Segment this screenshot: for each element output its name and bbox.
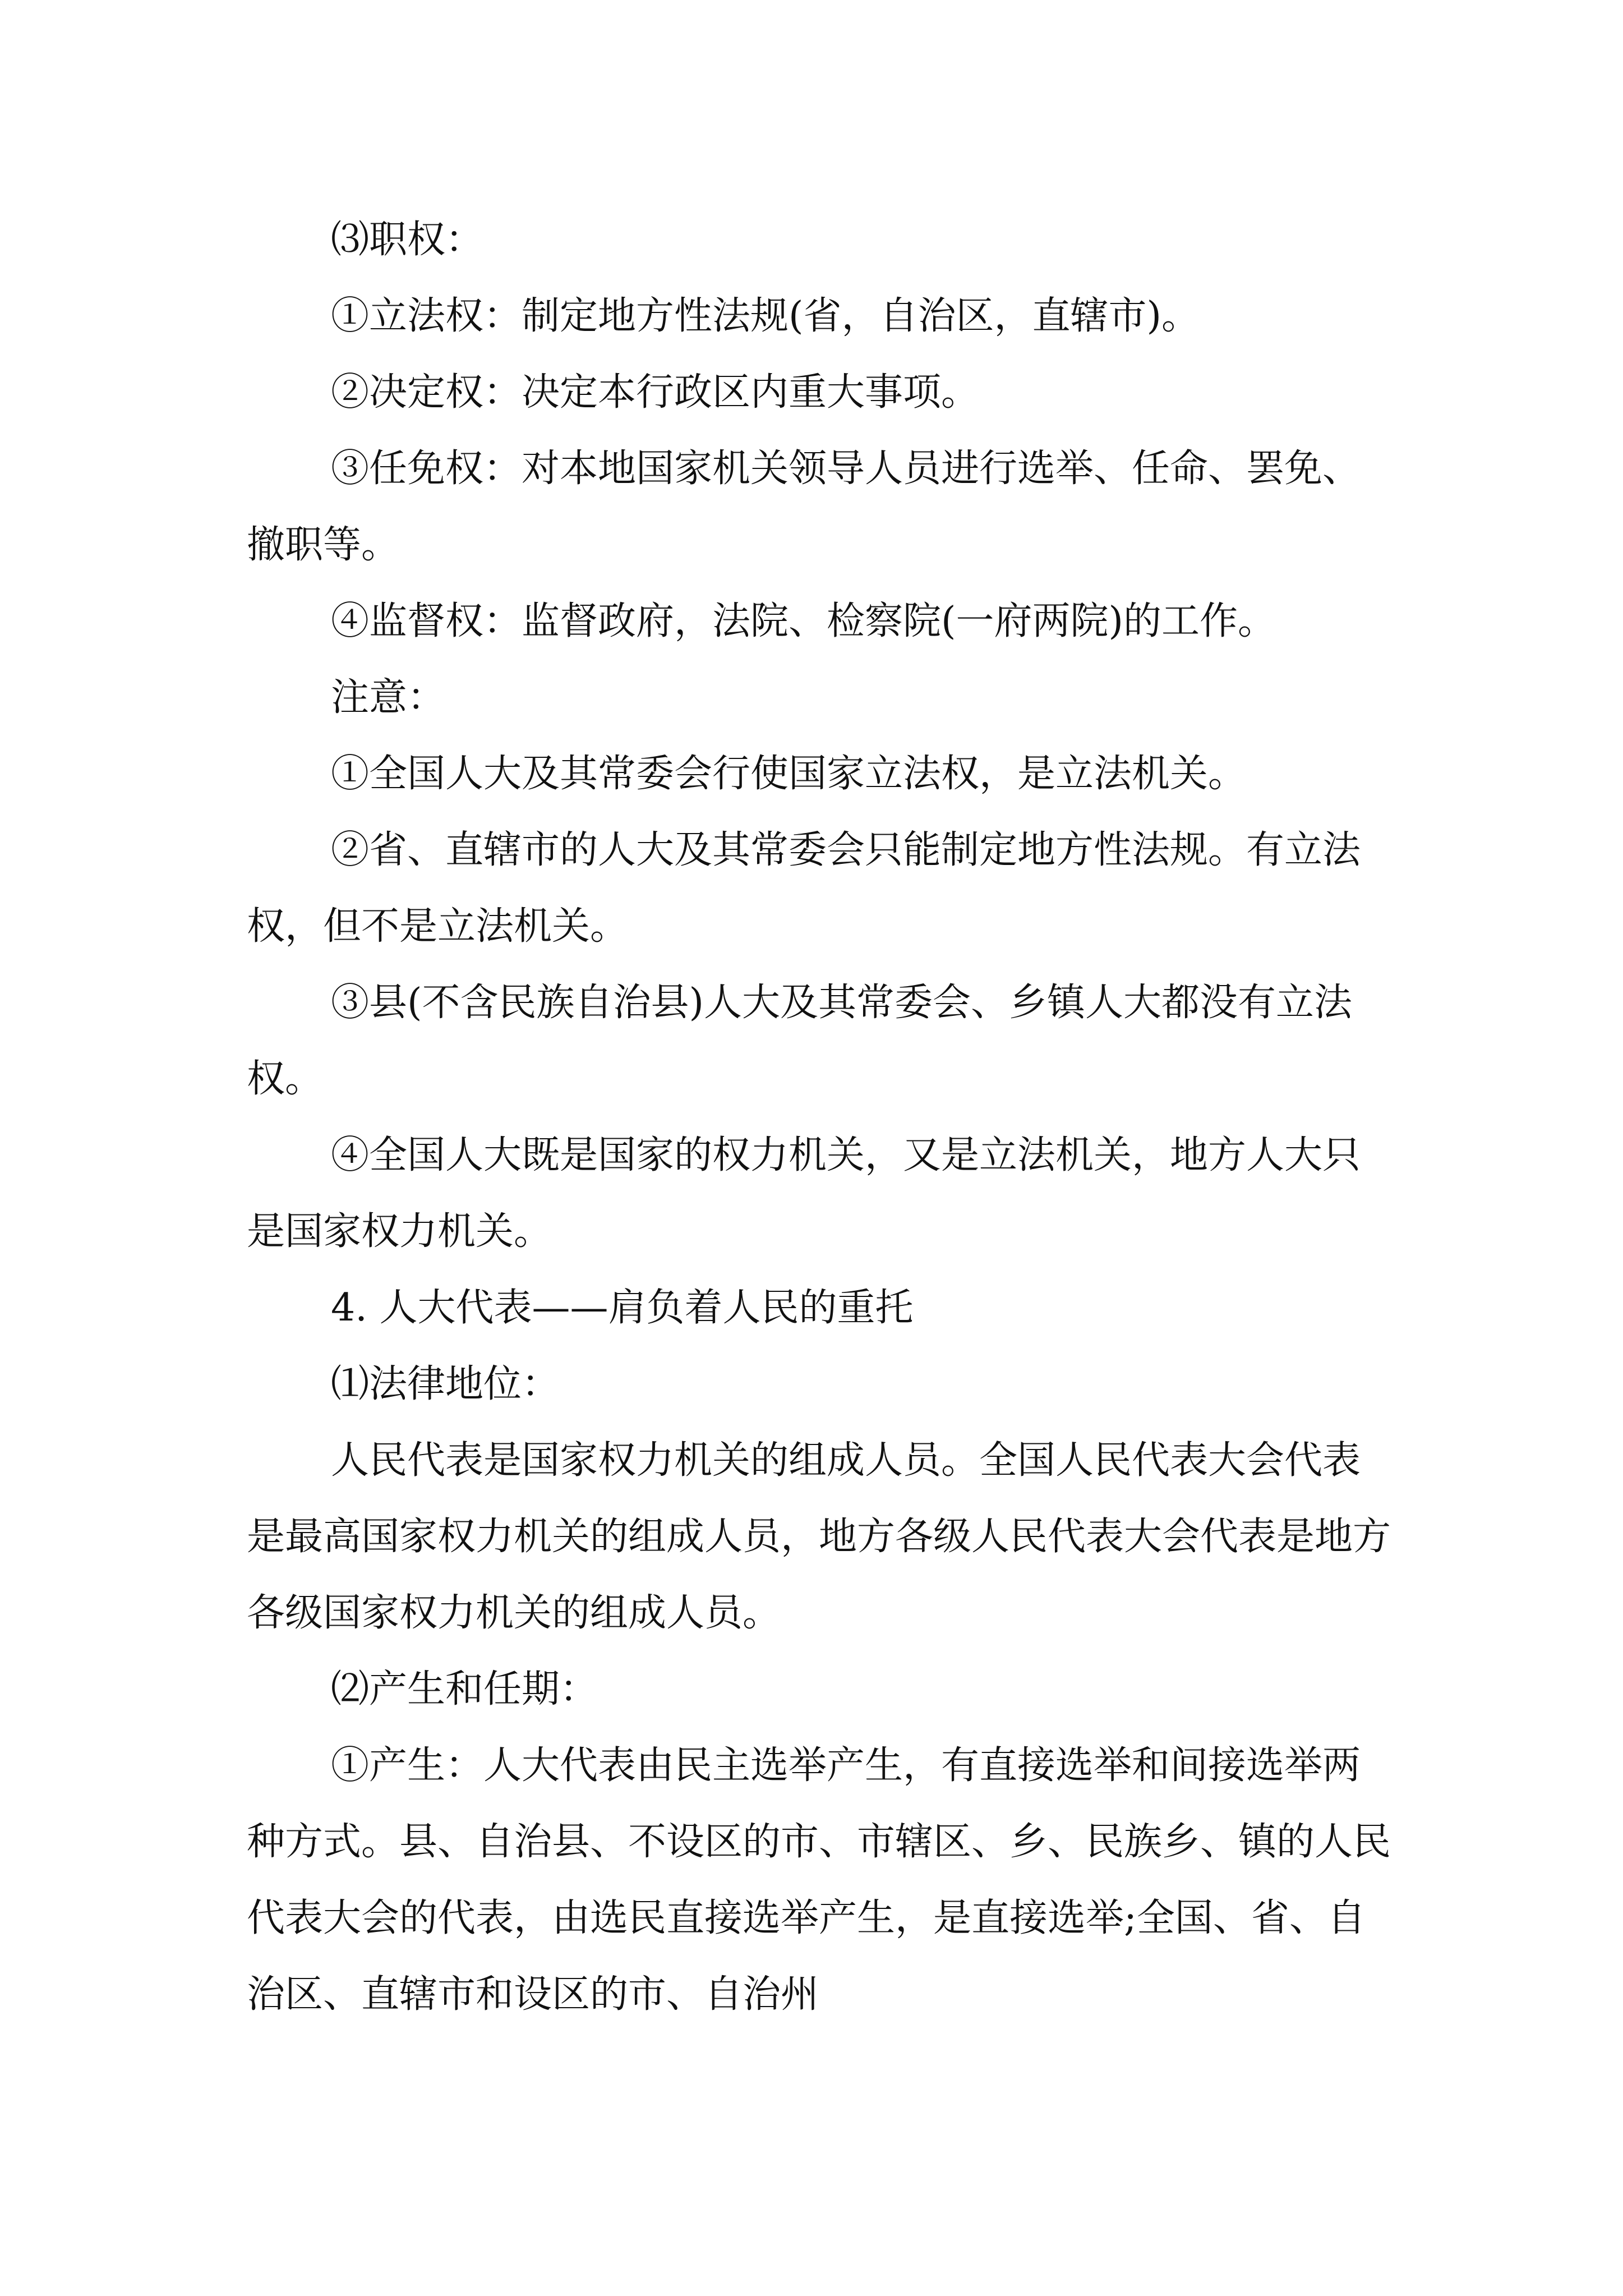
paragraph-note-4: ④全国人大既是国家的权力机关，又是立法机关，地方人大只是国家权力机关。 — [247, 1133, 1361, 1254]
section-heading-deputies: 4. 人大代表——肩负着人民的重托 — [331, 1286, 914, 1330]
paragraph-legal-status-heading: ⑴法律地位： — [331, 1362, 560, 1406]
paragraph-decision-power: ②决定权：决定本行政区内重大事项。 — [331, 370, 980, 415]
paragraph-note-1: ①全国人大及其常委会行使国家立法权，是立法机关。 — [331, 752, 1247, 796]
paragraph-note-2: ②省、直辖市的人大及其常委会只能制定地方性法规。有立法权，但不是立法机关。 — [247, 828, 1361, 949]
paragraph-supervision-power: ④监督权：监督政府，法院、检察院(一府两院)的工作。 — [331, 599, 1276, 643]
paragraph-note-heading: 注意： — [331, 675, 446, 720]
paragraph-note-3: ③县(不含民族自治县)人大及其常委会、乡镇人大都没有立法权。 — [247, 981, 1353, 1101]
paragraph-election-term-heading: ⑵产生和任期： — [331, 1667, 598, 1711]
document-body — [247, 202, 1391, 2033]
paragraph-powers-heading: ⑶职权： — [331, 218, 484, 262]
paragraph-election-body: ①产生：人大代表由民主选举产生，有直接选举和间接选举两种方式。县、自治县、不设区的市、市辖区、乡、民族乡、镇的人民代表大会的代表，由选民直接选举产生，是直接选举;全国、省、自治区、直辖市和设区的市、自治州 — [247, 1743, 1391, 2017]
paragraph-legislative-power: ①立法权：制定地方性法规(省，自治区，直辖市)。 — [331, 294, 1200, 338]
paragraph-legal-status-body: 人民代表是国家权力机关的组成人员。全国人民代表大会代表是最高国家权力机关的组成人员，地方各级人民代表大会代表是地方各级国家权力机关的组成人员。 — [247, 1438, 1391, 1635]
paragraph-appointment-power: ③任免权：对本地国家机关领导人员进行选举、任命、罢免、撤职等。 — [247, 447, 1361, 567]
